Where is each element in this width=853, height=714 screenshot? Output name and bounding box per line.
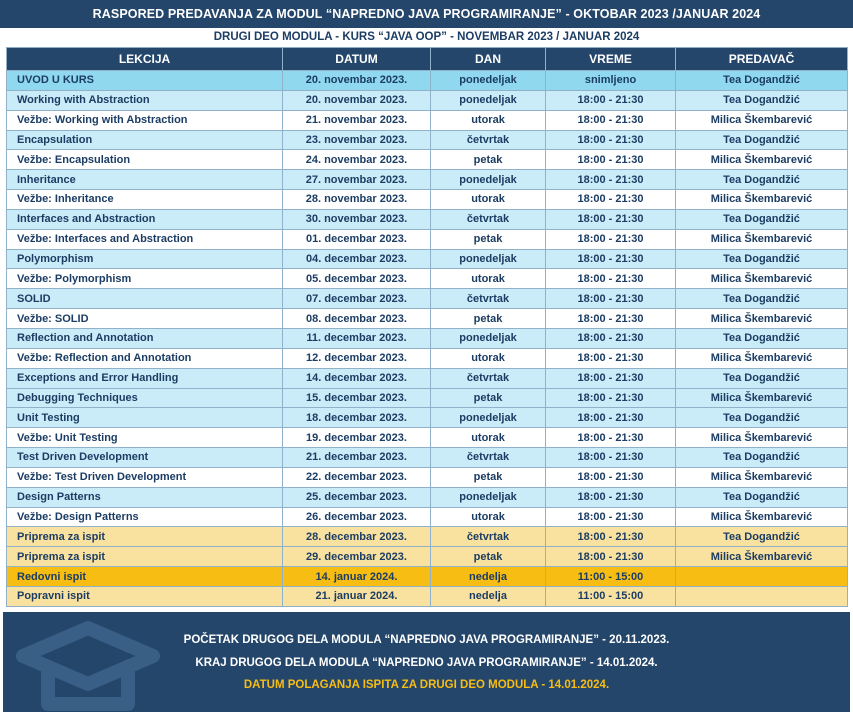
table-row	[7, 547, 848, 567]
cell-day: četvrtak	[431, 289, 546, 309]
cell-date: 24. novembar 2023.	[283, 150, 431, 170]
cell-time: 18:00 - 21:30	[546, 110, 676, 130]
cell-lesson: Reflection and Annotation	[7, 328, 283, 348]
cell-lecturer: Tea Dogandžić	[676, 170, 848, 190]
column-header-lesson: LEKCIJA	[7, 48, 283, 71]
schedule-subtitle: DRUGI DEO MODULA - KURS “JAVA OOP” - NOVEMBAR 2023 / JANUAR 2024	[213, 31, 640, 43]
cell-time: 18:00 - 21:30	[546, 249, 676, 269]
cell-lecturer: Milica Škembarević	[676, 269, 848, 289]
table-row	[7, 309, 848, 329]
cell-day: petak	[431, 309, 546, 329]
cell-date: 18. decembar 2023.	[283, 408, 431, 428]
table-row	[7, 289, 848, 309]
cell-date: 12. decembar 2023.	[283, 348, 431, 368]
cell-date: 08. decembar 2023.	[283, 309, 431, 329]
cell-day: utorak	[431, 428, 546, 448]
cell-day: petak	[431, 388, 546, 408]
table-row	[7, 130, 848, 150]
cell-date: 25. decembar 2023.	[283, 487, 431, 507]
cell-lecturer	[676, 586, 848, 606]
table-row	[7, 388, 848, 408]
cell-time: 18:00 - 21:30	[546, 190, 676, 210]
cell-lesson: Inheritance	[7, 170, 283, 190]
cell-lecturer: Tea Dogandžić	[676, 71, 848, 91]
cell-lesson: Vežbe: Inheritance	[7, 190, 283, 210]
cell-day: utorak	[431, 348, 546, 368]
cell-lecturer: Milica Škembarević	[676, 190, 848, 210]
cell-day: ponedeljak	[431, 328, 546, 348]
cell-lesson: Vežbe: Reflection and Annotation	[7, 348, 283, 368]
cell-lesson: SOLID	[7, 289, 283, 309]
cell-lesson: Design Patterns	[7, 487, 283, 507]
cell-lecturer: Milica Škembarević	[676, 507, 848, 527]
cell-day: četvrtak	[431, 448, 546, 468]
cell-lecturer: Milica Škembarević	[676, 348, 848, 368]
cell-day: utorak	[431, 507, 546, 527]
cell-day: petak	[431, 467, 546, 487]
table-header-row	[7, 48, 848, 71]
cell-lesson: Interfaces and Abstraction	[7, 209, 283, 229]
column-header-date: DATUM	[283, 48, 431, 71]
table-row	[7, 249, 848, 269]
cell-time: 11:00 - 15:00	[546, 586, 676, 606]
cell-day: ponedeljak	[431, 170, 546, 190]
cell-time: 18:00 - 21:30	[546, 507, 676, 527]
cell-date: 26. decembar 2023.	[283, 507, 431, 527]
cell-date: 21. januar 2024.	[283, 586, 431, 606]
cell-day: četvrtak	[431, 209, 546, 229]
cell-day: ponedeljak	[431, 408, 546, 428]
table-row	[7, 269, 848, 289]
cell-day: utorak	[431, 110, 546, 130]
cell-day: četvrtak	[431, 368, 546, 388]
cell-date: 11. decembar 2023.	[283, 328, 431, 348]
table-row	[7, 586, 848, 606]
cell-lesson: Vežbe: Design Patterns	[7, 507, 283, 527]
cell-lesson: Vežbe: Polymorphism	[7, 269, 283, 289]
cell-day: ponedeljak	[431, 249, 546, 269]
cell-lecturer: Tea Dogandžić	[676, 130, 848, 150]
cell-lesson: Encapsulation	[7, 130, 283, 150]
cell-time: 18:00 - 21:30	[546, 289, 676, 309]
cell-lecturer: Milica Škembarević	[676, 110, 848, 130]
cell-lesson: Working with Abstraction	[7, 90, 283, 110]
cell-date: 21. decembar 2023.	[283, 448, 431, 468]
cell-date: 15. decembar 2023.	[283, 388, 431, 408]
table-row	[7, 408, 848, 428]
cell-date: 20. novembar 2023.	[283, 71, 431, 91]
cell-lesson: Exceptions and Error Handling	[7, 368, 283, 388]
cell-date: 14. decembar 2023.	[283, 368, 431, 388]
cell-lecturer: Milica Škembarević	[676, 547, 848, 567]
cell-lecturer	[676, 567, 848, 587]
cell-date: 19. decembar 2023.	[283, 428, 431, 448]
cell-time: 18:00 - 21:30	[546, 170, 676, 190]
cell-day: ponedeljak	[431, 487, 546, 507]
cell-time: 18:00 - 21:30	[546, 229, 676, 249]
cell-time: 18:00 - 21:30	[546, 388, 676, 408]
cell-lecturer: Tea Dogandžić	[676, 527, 848, 547]
module-start-date: POČETAK DRUGOG DELA MODULA “NAPREDNO JAVA PROGRAMIRANJE” - 20.11.2023.	[183, 634, 670, 646]
cell-lecturer: Milica Škembarević	[676, 309, 848, 329]
cell-date: 23. novembar 2023.	[283, 130, 431, 150]
column-header-day: DAN	[431, 48, 546, 71]
cell-lecturer: Tea Dogandžić	[676, 90, 848, 110]
cell-date: 05. decembar 2023.	[283, 269, 431, 289]
cell-lecturer: Tea Dogandžić	[676, 448, 848, 468]
cell-day: ponedeljak	[431, 71, 546, 91]
cell-date: 07. decembar 2023.	[283, 289, 431, 309]
cell-day: četvrtak	[431, 130, 546, 150]
cell-time: 18:00 - 21:30	[546, 527, 676, 547]
cell-time: 18:00 - 21:30	[546, 368, 676, 388]
cell-lecturer: Tea Dogandžić	[676, 328, 848, 348]
cell-time: 18:00 - 21:30	[546, 348, 676, 368]
cell-lecturer: Milica Škembarević	[676, 229, 848, 249]
cell-lesson: Priprema za ispit	[7, 547, 283, 567]
module-end-date: KRAJ DRUGOG DELA MODULA “NAPREDNO JAVA PROGRAMIRANJE” - 14.01.2024.	[195, 657, 658, 669]
cell-time: 18:00 - 21:30	[546, 150, 676, 170]
cell-lesson: Vežbe: Encapsulation	[7, 150, 283, 170]
cell-lecturer: Milica Škembarević	[676, 150, 848, 170]
cell-time: 11:00 - 15:00	[546, 567, 676, 587]
cell-day: petak	[431, 229, 546, 249]
cell-time: 18:00 - 21:30	[546, 467, 676, 487]
cell-lesson: Polymorphism	[7, 249, 283, 269]
cell-lesson: Vežbe: Unit Testing	[7, 428, 283, 448]
cell-time: 18:00 - 21:30	[546, 269, 676, 289]
table-row	[7, 368, 848, 388]
cell-lecturer: Tea Dogandžić	[676, 487, 848, 507]
table-body	[7, 71, 848, 607]
cell-lesson: Popravni ispit	[7, 586, 283, 606]
cell-day: utorak	[431, 269, 546, 289]
cell-lecturer: Tea Dogandžić	[676, 289, 848, 309]
cell-time: 18:00 - 21:30	[546, 328, 676, 348]
cell-lesson: UVOD U KURS	[7, 71, 283, 91]
column-header-time: VREME	[546, 48, 676, 71]
cell-time: 18:00 - 21:30	[546, 408, 676, 428]
table-row	[7, 190, 848, 210]
schedule-title: RASPORED PREDAVANJA ZA MODUL “NAPREDNO JAVA PROGRAMIRANJE” - OKTOBAR 2023 /JANUAR 2024	[0, 0, 853, 28]
table-row	[7, 209, 848, 229]
cell-time: 18:00 - 21:30	[546, 428, 676, 448]
table-row	[7, 71, 848, 91]
cell-time: 18:00 - 21:30	[546, 487, 676, 507]
column-header-lecturer: PREDAVAČ	[676, 48, 848, 71]
cell-time: snimljeno	[546, 71, 676, 91]
cell-time: 18:00 - 21:30	[546, 547, 676, 567]
table-row	[7, 567, 848, 587]
cell-lecturer: Tea Dogandžić	[676, 249, 848, 269]
cell-day: petak	[431, 150, 546, 170]
table-row	[7, 150, 848, 170]
cell-day: utorak	[431, 190, 546, 210]
table-row	[7, 170, 848, 190]
cell-lecturer: Tea Dogandžić	[676, 408, 848, 428]
table-row	[7, 328, 848, 348]
cell-day: nedelja	[431, 586, 546, 606]
cell-time: 18:00 - 21:30	[546, 309, 676, 329]
table-row	[7, 527, 848, 547]
cell-date: 22. decembar 2023.	[283, 467, 431, 487]
cell-day: četvrtak	[431, 527, 546, 547]
table-row	[7, 428, 848, 448]
table-row	[7, 487, 848, 507]
cell-date: 30. novembar 2023.	[283, 209, 431, 229]
cell-time: 18:00 - 21:30	[546, 448, 676, 468]
cell-lecturer: Milica Škembarević	[676, 467, 848, 487]
table-row	[7, 229, 848, 249]
cell-lesson: Vežbe: Interfaces and Abstraction	[7, 229, 283, 249]
cell-lesson: Vežbe: Working with Abstraction	[7, 110, 283, 130]
table-row	[7, 90, 848, 110]
cell-date: 01. decembar 2023.	[283, 229, 431, 249]
table-row	[7, 467, 848, 487]
footer-banner	[3, 612, 850, 712]
cell-lesson: Vežbe: Test Driven Development	[7, 467, 283, 487]
cell-date: 28. novembar 2023.	[283, 190, 431, 210]
cell-day: nedelja	[431, 567, 546, 587]
cell-day: petak	[431, 547, 546, 567]
cell-date: 20. novembar 2023.	[283, 90, 431, 110]
cell-date: 21. novembar 2023.	[283, 110, 431, 130]
cell-date: 29. decembar 2023.	[283, 547, 431, 567]
cell-lecturer: Tea Dogandžić	[676, 368, 848, 388]
cell-lesson: Test Driven Development	[7, 448, 283, 468]
table-row	[7, 110, 848, 130]
cell-lesson: Priprema za ispit	[7, 527, 283, 547]
cell-lesson: Vežbe: SOLID	[7, 309, 283, 329]
table-row	[7, 348, 848, 368]
exam-date: DATUM POLAGANJA ISPITA ZA DRUGI DEO MODULA - 14.01.2024.	[243, 679, 610, 691]
cell-lesson: Debugging Techniques	[7, 388, 283, 408]
cell-date: 14. januar 2024.	[283, 567, 431, 587]
cell-lesson: Unit Testing	[7, 408, 283, 428]
cell-lecturer: Tea Dogandžić	[676, 209, 848, 229]
cell-time: 18:00 - 21:30	[546, 130, 676, 150]
cell-lecturer: Milica Škembarević	[676, 388, 848, 408]
cell-time: 18:00 - 21:30	[546, 90, 676, 110]
cell-date: 04. decembar 2023.	[283, 249, 431, 269]
table-row	[7, 448, 848, 468]
cell-time: 18:00 - 21:30	[546, 209, 676, 229]
schedule-table	[6, 47, 848, 607]
cell-day: ponedeljak	[431, 90, 546, 110]
cell-date: 27. novembar 2023.	[283, 170, 431, 190]
table-row	[7, 507, 848, 527]
cell-lesson: Redovni ispit	[7, 567, 283, 587]
cell-lecturer: Milica Škembarević	[676, 428, 848, 448]
cell-date: 28. decembar 2023.	[283, 527, 431, 547]
